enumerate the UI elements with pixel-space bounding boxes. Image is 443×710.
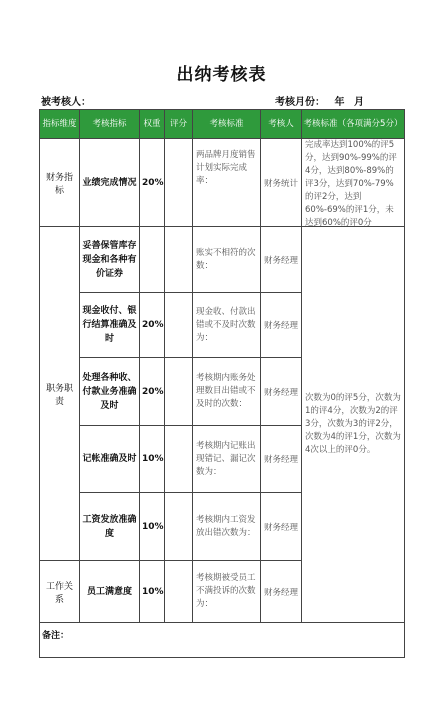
assessee-label: 被考核人： <box>41 97 91 108</box>
header-weight: 权重 <box>140 110 165 139</box>
header-row <box>40 110 405 139</box>
count-criteria: 次数为0的评5分，次数为1的评4分，次数为2的评3分，次数为3的评2分，次数为4的评1分，次数为4次以上的评0分。 <box>305 393 401 455</box>
standard-cell: 现金收、付款出错或不及时次数为： <box>193 293 261 358</box>
weight-cell: 10% <box>140 561 165 623</box>
assessor-cell: 财务统计 <box>261 139 302 227</box>
table-row <box>40 227 405 293</box>
indicator-cell: 记帐准确及时 <box>80 426 140 493</box>
standard-cell: 两品牌月度销售计划实际完成率： <box>193 139 261 227</box>
header-standard: 考核标准 <box>193 110 261 139</box>
standard-cell: 考核期内账务处理数目出错或不及时的次数： <box>193 358 261 426</box>
month-unit: 月 <box>353 97 364 108</box>
criteria-cell <box>302 139 405 227</box>
dimension-cell: 财务指标 <box>40 139 80 227</box>
weight-cell: 20% <box>140 293 165 358</box>
weight-cell <box>140 227 165 293</box>
month-label: 考核月份： <box>275 97 325 108</box>
year-unit: 年 <box>334 97 345 108</box>
dimension-cell: 职务职责 <box>40 227 80 561</box>
assessor-cell: 财务经理 <box>261 561 302 623</box>
note-row <box>40 623 405 658</box>
note-cell[interactable] <box>40 623 405 658</box>
standard-cell: 账实不相符的次数： <box>193 227 261 293</box>
indicator-cell: 工资发放准确度 <box>80 493 140 561</box>
header-criteria: 考核标准（各项满分5分） <box>302 110 405 139</box>
standard-cell: 考核期内记账出现错记、漏记次数为： <box>193 426 261 493</box>
assessor-cell: 财务经理 <box>261 293 302 358</box>
indicator-cell: 业绩完成情况 <box>80 139 140 227</box>
weight-cell: 20% <box>140 139 165 227</box>
score-cell[interactable] <box>165 358 193 426</box>
performance-criteria: 完成率达到100%的评5分，达到90%-99%的评4分，达到80%-89%的评3分，达到70%-79%的评2分，达到60%-69%的评1分，未达到60%的评0分 <box>305 140 397 228</box>
score-cell[interactable] <box>165 426 193 493</box>
header-score: 评分 <box>165 110 193 139</box>
header-dimension: 指标维度 <box>40 110 80 139</box>
indicator-cell: 处理各种收、付款业务准确及时 <box>80 358 140 426</box>
assessor-cell: 财务经理 <box>261 426 302 493</box>
assessment-table <box>39 109 405 658</box>
header-assessor: 考核人 <box>261 110 302 139</box>
page-title: 出纳考核表 <box>176 65 267 85</box>
criteria-cell <box>302 227 405 623</box>
indicator-cell: 现金收付、银行结算准确及时 <box>80 293 140 358</box>
assessor-cell: 财务经理 <box>261 227 302 293</box>
score-cell[interactable] <box>165 293 193 358</box>
assessor-cell: 财务经理 <box>261 358 302 426</box>
standard-cell: 考核期内工资发放出错次数为： <box>193 493 261 561</box>
assessment-month <box>275 93 370 108</box>
weight-cell: 20% <box>140 358 165 426</box>
weight-cell: 10% <box>140 426 165 493</box>
score-cell[interactable] <box>165 493 193 561</box>
header-indicator: 考核指标 <box>80 110 140 139</box>
note-label: 备注： <box>42 631 70 641</box>
table-row <box>40 139 405 227</box>
indicator-cell: 妥善保管库存现金和各种有价证券 <box>80 227 140 293</box>
assessor-cell: 财务经理 <box>261 493 302 561</box>
dimension-cell: 工作关系 <box>40 561 80 623</box>
indicator-cell: 员工满意度 <box>80 561 140 623</box>
weight-cell: 10% <box>140 493 165 561</box>
standard-cell: 考核期被受员工不满投诉的次数为： <box>193 561 261 623</box>
score-cell[interactable] <box>165 561 193 623</box>
score-cell[interactable] <box>165 139 193 227</box>
score-cell[interactable] <box>165 227 193 293</box>
